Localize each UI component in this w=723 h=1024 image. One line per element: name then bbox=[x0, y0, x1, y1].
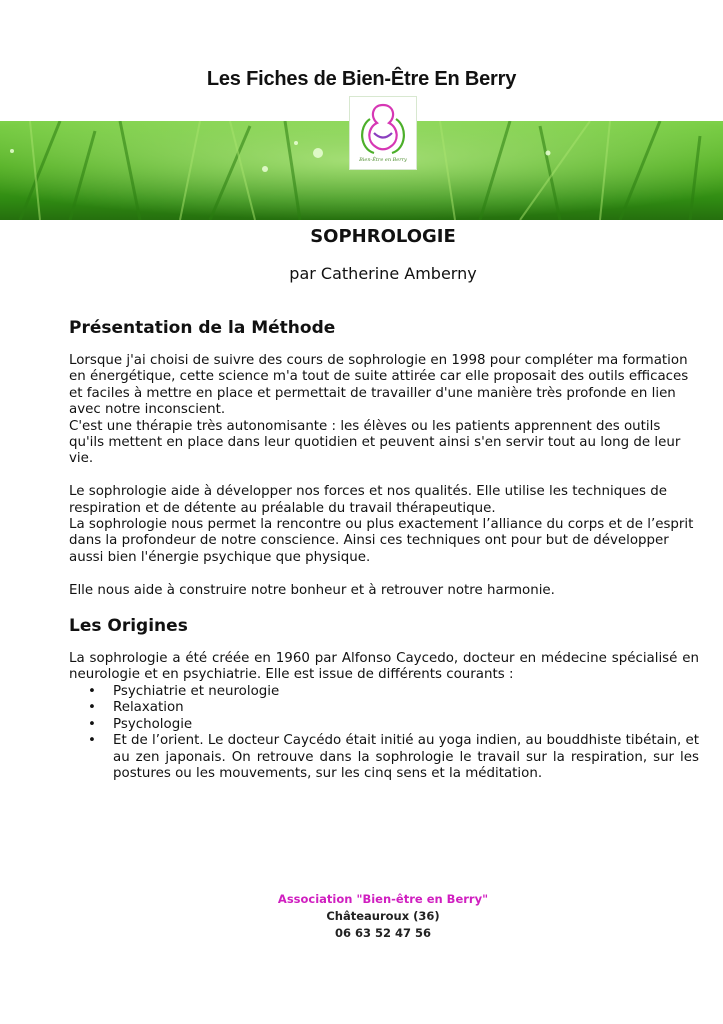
bullet-icon: • bbox=[88, 716, 96, 732]
paragraph: La sophrologie a été créée en 1960 par Alfonso Caycedo, docteur en médecine spécialisé en neurologie et en psychiatrie. Elle est issue de différents courants : bbox=[69, 651, 699, 683]
footer bbox=[0, 891, 723, 942]
main-content bbox=[69, 317, 699, 782]
list-item: • Relaxation bbox=[88, 700, 184, 716]
paragraph: Lorsque j'ai choisi de suivre des cours de sophrologie en 1998 pour compléter ma formation en énergétique, cette science m'a tout de suite attirée car elle proposait des outils efficaces et faciles à mettre en place et permettait de travailler d'une manière très profonde en lien avec notre inconscient. bbox=[69, 353, 689, 418]
logo bbox=[349, 96, 417, 170]
origins-list bbox=[69, 684, 699, 782]
paragraph: La sophrologie nous permet la rencontre ou plus exactement l’alliance du corps et de l’esprit dans la profondeur de notre conscience. Ainsi ces techniques ont pour but de développer aussi bien l'énergie psychique que physique. bbox=[69, 517, 694, 565]
footer-city: Châteauroux (36) bbox=[326, 909, 440, 923]
bullet-icon: • bbox=[88, 683, 96, 699]
paragraph: Le sophrologie aide à développer nos forces et nos qualités. Elle utilise les techniques de respiration et de détente au préalable du travail thérapeutique. bbox=[69, 484, 667, 516]
section-heading-presentation: Présentation de la Méthode bbox=[69, 318, 336, 338]
list-item: • Psychologie bbox=[88, 716, 193, 732]
section-body-presentation bbox=[69, 353, 699, 599]
footer-phone: 06 63 52 47 56 bbox=[334, 926, 432, 940]
document-author: par Catherine Amberny bbox=[289, 264, 477, 283]
list-item: • Psychiatrie et neurologie bbox=[88, 683, 280, 699]
footer-association: Association "Bien-être en Berry" bbox=[277, 892, 489, 906]
document-title: SOPHROLOGIE bbox=[310, 226, 456, 247]
header-title: Les Fiches de Bien-Être En Berry bbox=[206, 68, 517, 90]
logo-caption: Bien-Être en Berry bbox=[359, 157, 407, 163]
section-body-origines bbox=[69, 651, 699, 782]
bullet-icon: • bbox=[88, 700, 96, 716]
section-heading-origines: Les Origines bbox=[69, 616, 188, 637]
paragraph: Elle nous aide à construire notre bonheur et à retrouver notre harmonie. bbox=[69, 582, 555, 598]
list-item: • Et de l’orient. Le docteur Caycédo était initié au yoga indien, au bouddhiste tibétain, et au zen japonais. On retrouve dans la sophrologie le travail sur la respiration, sur les postures ou les mouvements, sur les cinq sens et la méditation. bbox=[88, 733, 699, 781]
bullet-icon: • bbox=[88, 733, 96, 749]
paragraph: C'est une thérapie très autonomisante : les élèves ou les patients apprennent des outils qu'ils mettent en place dans leur quotidien et peuvent ainsi s'en servir tout au long de leur vie. bbox=[69, 418, 681, 467]
